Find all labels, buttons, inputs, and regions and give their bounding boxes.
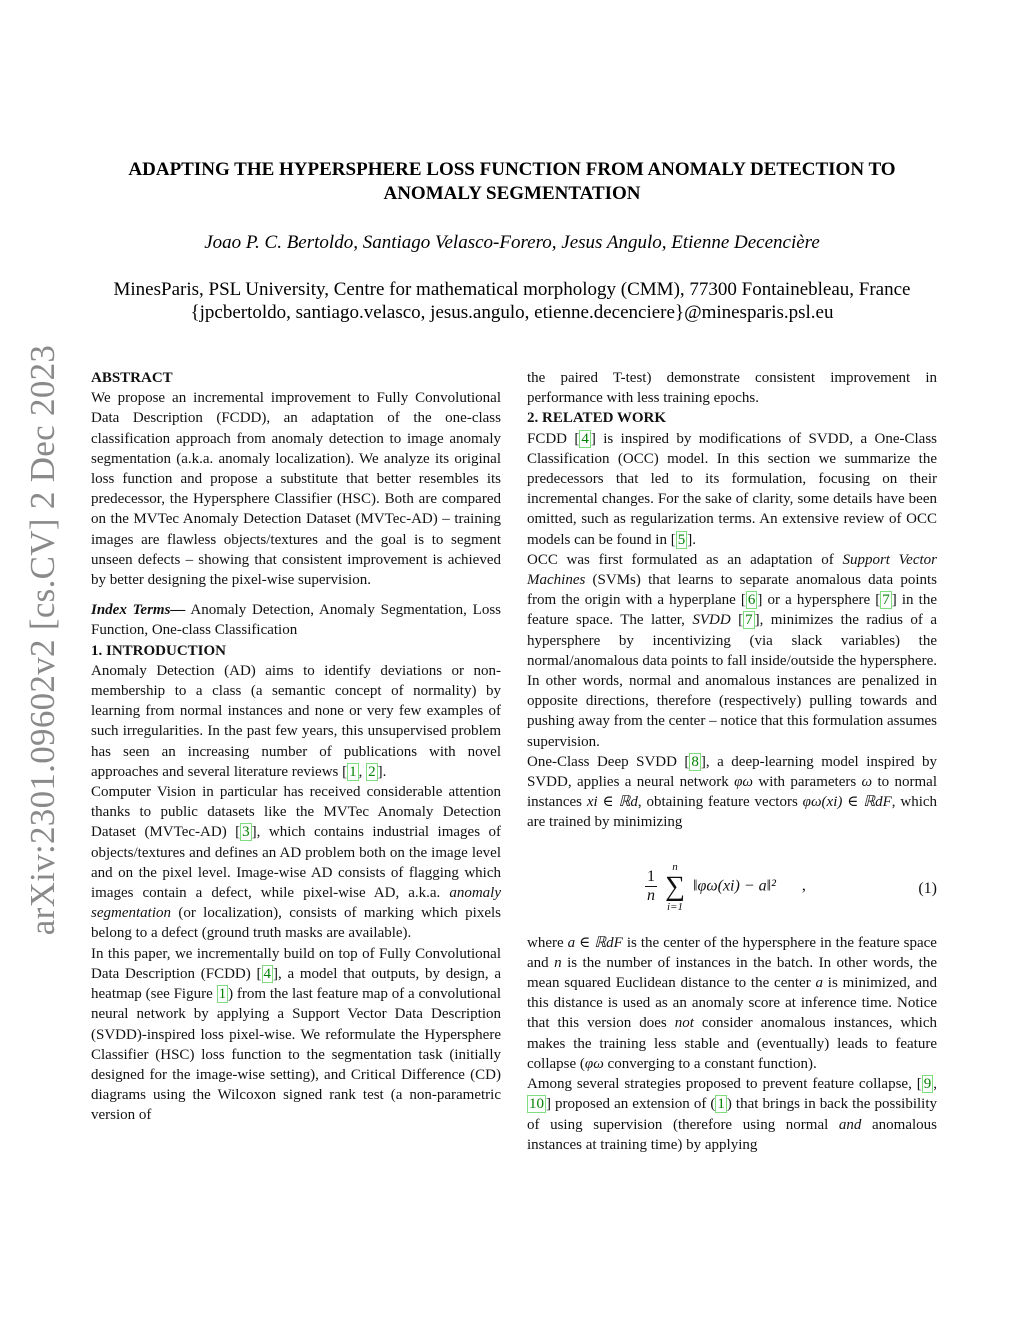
math-inline: φω bbox=[584, 1055, 604, 1072]
citation-link[interactable]: 4 bbox=[263, 965, 271, 982]
equation-number: (1) bbox=[918, 879, 937, 897]
intro-paragraph-1: Anomaly Detection (AD) aims to identify deviations or non-membership to a class (a semantic concept of normality) by learning from normal instances and none or very few examples of such irregularities. In the past few years, this unsupervised problem has seen an increasing number of publications with novel approaches and several literature reviews [ 1 , 2 ]. bbox=[91, 662, 501, 780]
citation-link[interactable]: 4 bbox=[581, 430, 589, 447]
summation bbox=[665, 861, 685, 913]
math-inline: xi ∈ ℝd bbox=[586, 794, 638, 811]
fraction bbox=[645, 868, 657, 905]
left-column bbox=[91, 368, 501, 1126]
affiliation: MinesParis, PSL University, Centre for mathematical morphology (CMM), 77300 Fontainebleau, France bbox=[113, 279, 911, 300]
text: ] proposed an extension of ( bbox=[546, 1096, 716, 1113]
emphasis: anomaly segmentation bbox=[91, 885, 501, 922]
text: ], which contains industrial images of objects/textures and defines an AD problem both on the image level and on the pixel level. Image-wise AD consists of flagging which images contain a defect, while pixel-wise AD, a.k.a. bbox=[91, 824, 501, 902]
text: with parameters bbox=[753, 774, 862, 791]
text: anomalous instances at training time) by applying bbox=[527, 1116, 937, 1153]
right-column bbox=[527, 368, 937, 1155]
citation-link[interactable]: 5 bbox=[677, 531, 686, 548]
citation-link[interactable]: 1 bbox=[349, 763, 357, 780]
authors: Joao P. C. Bertoldo, Santiago Velasco-Forero, Jesus Angulo, Etienne Decencière bbox=[204, 232, 820, 253]
text: Anomaly Detection (AD) aims to identify deviations or non-membership to a class (a semantic concept of normality) by learning from normal instances and none or very few examples of such irregularities. In the past few years, this unsupervised problem has seen an increasing number of publications with novel approaches and several literature reviews [ bbox=[91, 662, 501, 780]
citation-link[interactable]: 2 bbox=[368, 763, 376, 780]
index-terms bbox=[91, 600, 501, 640]
equation-1 bbox=[527, 851, 937, 925]
intro-paragraph-2 bbox=[91, 782, 501, 944]
text: is the center of the hypersphere in the feature space and bbox=[527, 934, 937, 971]
title-line-2: ANOMALY SEGMENTATION bbox=[383, 183, 641, 204]
text: is minimized, and this distance is used as an anomaly score at inference time. Notice that this version does bbox=[527, 975, 937, 1032]
citation-link[interactable]: 10 bbox=[529, 1096, 544, 1113]
math-inline: φω bbox=[734, 774, 754, 791]
text: OCC was first formulated as an adaptation of bbox=[527, 551, 843, 568]
related-paragraph-3 bbox=[527, 752, 937, 833]
intro-paragraph-3 bbox=[91, 944, 501, 1126]
text: ], a deep-learning model inspired by SVDD, applies a neural network bbox=[527, 753, 937, 791]
math-inline: a bbox=[815, 975, 823, 992]
text: Among several strategies proposed to prevent feature collapse, [ bbox=[527, 1076, 922, 1093]
equation-body bbox=[645, 861, 806, 913]
emphasis: not bbox=[674, 1015, 694, 1032]
text: FCDD [ bbox=[527, 430, 580, 447]
citation-link[interactable]: 7 bbox=[882, 592, 890, 609]
affiliation-block bbox=[0, 278, 1024, 324]
citation-link[interactable]: 7 bbox=[745, 612, 753, 629]
text: ], a model that outputs, by design, a heatmap (see Figure bbox=[91, 965, 501, 1003]
math-inline: ω bbox=[861, 774, 873, 791]
text: is the number of instances in the batch. In other words, the mean squared Euclidean distance to the center bbox=[527, 954, 937, 992]
text: ) from the last feature map of a convolutional neural network by applying a Support Vector Data Description (SVDD)-inspired loss pixel-wise. We reformulate the Hypersphere Classifier (HSC) loss function to the segmentation task (initially designed for the image-wise setting), and Critical Difference (CD) diagrams using the Wilcoxon signed rank test (a non-parametric version of bbox=[91, 986, 502, 1124]
text: (SVMs) that learns to separate anomalous data points from the origin with a hyperplane [ bbox=[527, 572, 937, 609]
equation-link[interactable]: 1 bbox=[717, 1096, 725, 1113]
text: ] is inspired by modifications of SVDD, a One-Class Classification (OCC) model. In this section we summarize the predecessors that led to its formulation, focusing on their incremental changes. For the sake of clarity, some details have been omitted, such as regularization terms. An extensive review of OCC models can be found in [ bbox=[527, 430, 937, 548]
intro-heading: 1. INTRODUCTION bbox=[91, 642, 227, 659]
text: consider anomalous instances, which makes the training less stable and (eventually) leads to feature collapse ( bbox=[527, 1015, 937, 1072]
citation-link[interactable]: 3 bbox=[242, 824, 250, 841]
fraction-numerator: 1 bbox=[647, 868, 655, 886]
text: ) that brings in back the possibility of using supervision (therefore using normal bbox=[527, 1096, 938, 1133]
math-inline: n bbox=[554, 954, 562, 971]
related-paragraph-5: Among several strategies proposed to prevent feature collapse, [ 9 , 10 ] proposed an extension of ( 1 ) that brings in back the possibility of using supervision (therefore using normal and anomalous instances at training time) by applying bbox=[527, 1076, 938, 1153]
text: to normal instances bbox=[527, 774, 937, 811]
sum-upper: n bbox=[672, 860, 678, 873]
text: where bbox=[527, 934, 568, 951]
citation-link[interactable]: 9 bbox=[923, 1076, 932, 1093]
related-paragraph-4 bbox=[527, 933, 937, 1074]
text: converging to a constant function). bbox=[603, 1055, 817, 1072]
related-paragraph-2 bbox=[527, 550, 937, 752]
figure-link[interactable]: 1 bbox=[218, 986, 227, 1003]
emphasis: Support Vector Machines bbox=[527, 551, 938, 589]
equation-expression: ‖φω(xi) − a‖² bbox=[692, 877, 776, 895]
text: One-Class Deep SVDD [ bbox=[527, 753, 690, 770]
math-inline: a ∈ ℝdF bbox=[567, 934, 623, 951]
citation-link[interactable]: 8 bbox=[691, 753, 699, 770]
equation-comma: , bbox=[801, 877, 806, 895]
paper-title bbox=[0, 158, 1024, 206]
text: ] in the feature space. The latter, bbox=[527, 592, 937, 629]
text: , obtaining feature vectors bbox=[637, 794, 803, 811]
index-terms-text: Anomaly Detection, Anomaly Segmentation, Loss Function, One-class Classification bbox=[91, 602, 501, 639]
title-line-1: ADAPTING THE HYPERSPHERE LOSS FUNCTION FROM ANOMALY DETECTION TO bbox=[128, 159, 896, 180]
intro-continuation: the paired T-test) demonstrate consistent improvement in performance with less training epochs. bbox=[527, 370, 937, 407]
fraction-denominator: n bbox=[647, 887, 655, 905]
emphasis: and bbox=[838, 1116, 862, 1133]
text: ] or a hypersphere [ bbox=[757, 592, 881, 609]
text: In this paper, we incrementally build on top of Fully Convolutional Data Description (FCDD) [ bbox=[91, 945, 501, 982]
sum-sign: ∑ bbox=[665, 870, 685, 902]
abstract-text: We propose an incremental improvement to Fully Convolutional Data Description (FCDD), an adaptation of the one-class classification approach from anomaly detection to image anomaly segmentation (a.k.a. anomaly localization). We analyze its original loss function and propose a substitute that better resembles its predecessor, the Hypersphere Classifier (HSC). Both are compared on the MVTec Anomaly Detection Dataset (MVTec-AD) – training images are flawless objects/textures and the goal is to segment unseen defects – showing that consistent improvement is achieved by better designing the pixel-wise supervision. bbox=[91, 390, 501, 589]
related-paragraph-1 bbox=[527, 429, 937, 550]
text: , which are trained by minimizing bbox=[527, 794, 938, 831]
emails: {jpcbertoldo, santiago.velasco, jesus.angulo, etienne.decenciere}@minesparis.psl.eu bbox=[190, 302, 834, 323]
text: ], minimizes the radius of a hypersphere by incentivizing (via slack variables) the normal/anomalous data points to fall inside/outside the hypersphere. In other words, normal and anomalous instances are penalized in opposite directions, therefore (respectively) pulling towards and pushing away from the center – notice that this formulation assumes supervision. bbox=[527, 612, 937, 750]
text: ]. bbox=[687, 531, 696, 548]
index-terms-label: Index Terms— bbox=[91, 602, 186, 619]
emphasis: SVDD bbox=[692, 612, 731, 629]
text: (or localization), consists of marking which pixels belong to a defect (ground truth masks are available). bbox=[91, 905, 501, 942]
sum-lower: i=1 bbox=[666, 900, 683, 913]
related-work-heading: 2. RELATED WORK bbox=[527, 410, 667, 427]
text: Computer Vision in particular has received considerable attention thanks to public datasets like the MVTec Anomaly Detection Dataset (MVTec-AD) [ bbox=[91, 784, 501, 841]
arxiv-side-stamp[interactable]: arXiv:2301.09602v2 [cs.CV] 2 Dec 2023 bbox=[23, 344, 62, 936]
citation-link[interactable]: 6 bbox=[747, 592, 756, 609]
abstract-heading: ABSTRACT bbox=[91, 370, 173, 386]
math-inline: φω(xi) ∈ ℝdF bbox=[802, 794, 892, 811]
text: ]. bbox=[377, 763, 387, 780]
text: [ bbox=[730, 612, 744, 629]
